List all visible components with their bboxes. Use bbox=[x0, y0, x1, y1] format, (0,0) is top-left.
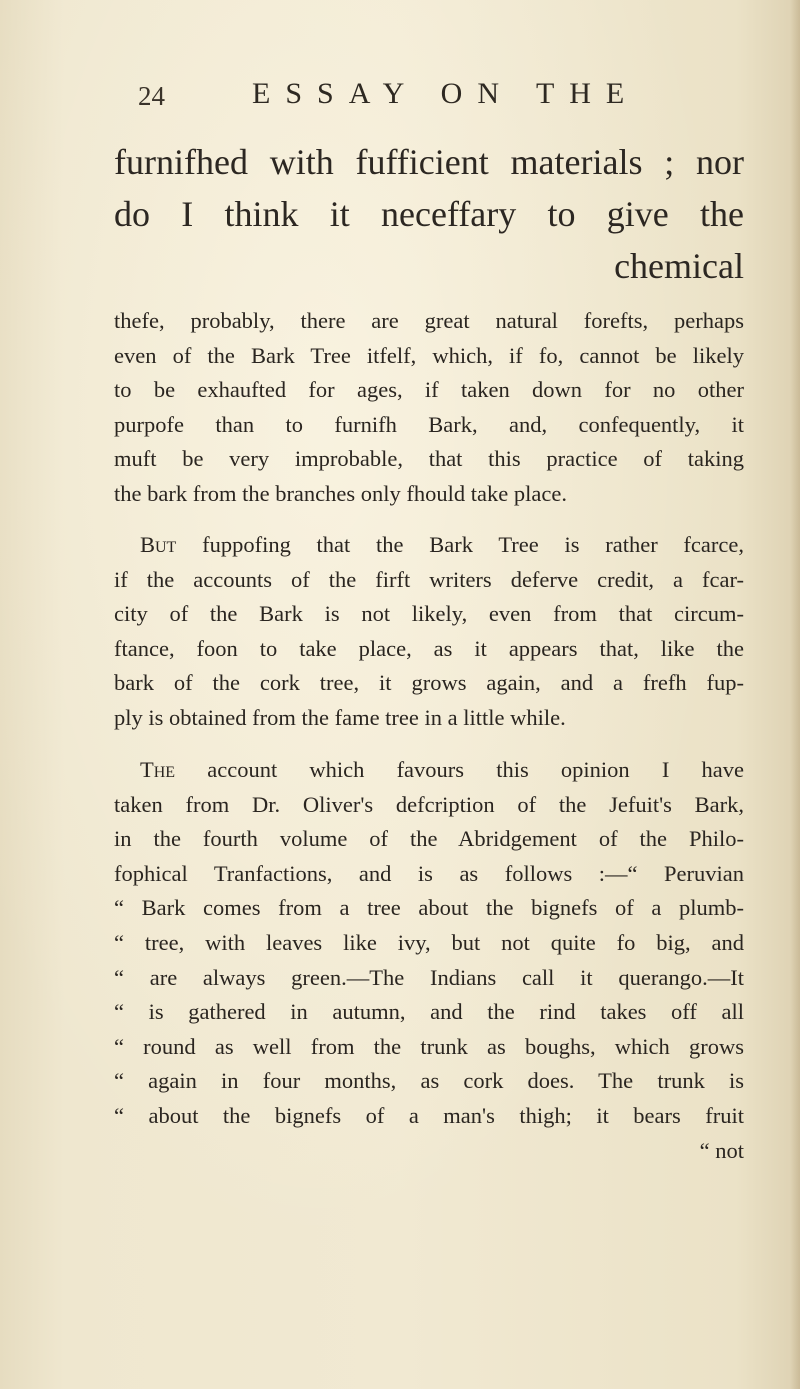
running-head bbox=[0, 77, 800, 117]
text-line: “ again in four months, as cork does. The trunk is bbox=[114, 1068, 744, 1094]
text-line: purpofe than to furnifh Bark, and, confequently, it bbox=[114, 411, 744, 437]
text-line: “ tree, with leaves like ivy, but not quite fo big, and bbox=[114, 929, 744, 955]
paragraph-oliver-account bbox=[114, 753, 744, 1168]
text-line: the bark from the branches only fhould take place. bbox=[114, 480, 567, 506]
text-fragment: fuppofing that the Bark Tree is rather fcarce, bbox=[176, 532, 744, 557]
text-line: fophical Tranfactions, and is as follows :—“ Peruvian bbox=[114, 860, 744, 886]
opening-line: furnifhed with fufficient materials ; nor bbox=[114, 142, 744, 182]
text-line: even of the Bark Tree itfelf, which, if fo, cannot be likely bbox=[114, 342, 744, 368]
text-line: in the fourth volume of the Abridgement of the Philo- bbox=[114, 826, 744, 852]
text-line: thefe, probably, there are great natural forefts, perhaps bbox=[114, 308, 744, 333]
opening-line: chemical bbox=[614, 246, 744, 286]
paragraph-forests bbox=[114, 304, 744, 512]
opening-passage bbox=[114, 136, 744, 292]
page-number: 24 bbox=[138, 81, 165, 111]
text-line: “ Bark comes from a tree about the bignefs of a plumb- bbox=[114, 895, 744, 921]
text-line: taken from Dr. Oliver's defcription of the Jefuit's Bark, bbox=[114, 791, 744, 817]
text-line: “ are always green.—The Indians call it querango.—It bbox=[114, 964, 744, 990]
text-line: “ is gathered in autumn, and the rind takes off all bbox=[114, 999, 744, 1025]
lead-word: But bbox=[140, 532, 177, 557]
text-line: if the accounts of the firft writers deferve credit, a fcar- bbox=[114, 566, 744, 592]
text-line bbox=[114, 753, 744, 788]
catchword: “ not bbox=[699, 1137, 744, 1163]
text-line: ply is obtained from the fame tree in a little while. bbox=[114, 704, 566, 730]
running-title: ESSAY ON THE bbox=[252, 77, 640, 110]
text-line: “ round as well from the trunk as boughs, which grows bbox=[114, 1033, 744, 1059]
text-line: city of the Bark is not likely, even from that circum- bbox=[114, 601, 744, 627]
text-line: “ about the bignefs of a man's thigh; it bears fruit bbox=[114, 1102, 744, 1128]
text-line: to be exhaufted for ages, if taken down for no other bbox=[114, 377, 744, 403]
text-line bbox=[114, 528, 744, 563]
text-line: ftance, foon to take place, as it appears that, like the bbox=[114, 635, 744, 661]
text-fragment: account which favours this opinion I have bbox=[175, 757, 744, 782]
paragraph-scarcity bbox=[114, 528, 744, 736]
opening-line: do I think it neceffary to give the bbox=[114, 194, 744, 234]
lead-word: The bbox=[140, 757, 176, 782]
text-line: bark of the cork tree, it grows again, and a frefh fup- bbox=[114, 670, 744, 696]
page-edge-shadow bbox=[790, 0, 800, 1389]
text-line: muft be very improbable, that this practice of taking bbox=[114, 446, 744, 472]
